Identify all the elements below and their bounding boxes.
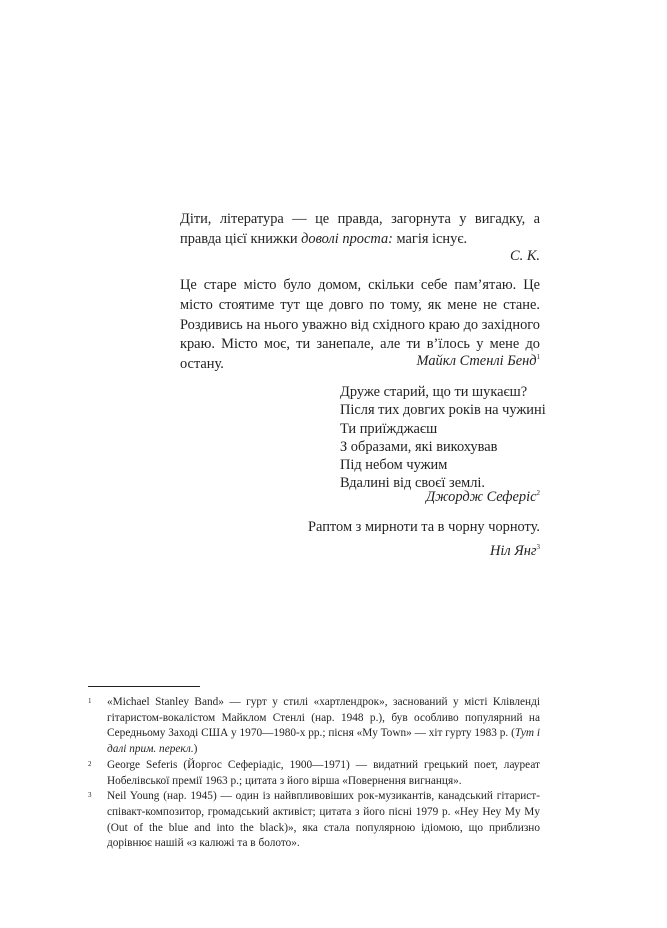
footnote-1: 1 «Michael Stanley Band» — гурт у стилі «хартлендрок», заснований у місті Клівленді гітаристом-вокалістом Майклом Стенлі (нар. 1948 р.), був особливо популярний на Середньому Заході США у 1970—1980-х рр.; пісня «My Town» — хіт гурту 1983 р. (Тут і далі прим. перекл.): [88, 696, 540, 756]
epigraph-1-author: С. К.: [510, 248, 540, 264]
footnote-number: 2: [88, 759, 92, 768]
footnote-number: 3: [88, 791, 92, 800]
epigraph-4-author: Ніл Янг$^3$: [490, 543, 540, 559]
epigraph-3-author: Джордж Сеферіс$^2$: [425, 489, 540, 505]
footnote-3: 3 Neil Young (нар. 1945) — один із найвпливовіших рок-музикантів, канадський гітарист-співакт-композитор, громадський активіст; цитата з його пісні 1979 р. «Hey Hey My My (Out of the blue and into the black)», яка стала популярною ідіомою, що приблизно дорівнює нашій «з калюжі та в болото».: [88, 790, 540, 850]
epigraph-4-text: Раптом з мирноти та в чорну чорноту.: [308, 519, 540, 535]
epigraph-2-author: Майкл Стенлі Бенд$^1$: [416, 353, 540, 369]
footnote-ref-3: 3: [536, 543, 540, 551]
poem-line: Друже старий, що ти шукаєш?: [340, 384, 528, 400]
poem-line: Після тих довгих років на чужині: [340, 402, 546, 419]
poem-line: З образами, які викохував: [340, 438, 498, 455]
footnotes: [88, 695, 540, 852]
footnote-ref-1: 1: [536, 353, 540, 361]
poem-line: Ти приїжджаєш: [340, 420, 438, 437]
poem-line: Вдалині від своєї землі.: [340, 475, 485, 492]
footnote-separator: [88, 686, 200, 687]
epigraph-1-text: Діти, література — це правда, загорнута у вигадку, а правда цієї книжки доволі проста: магія існує.: [180, 211, 540, 247]
poem-line: Під небом чужим: [340, 457, 448, 474]
footnote-ref-2: 2: [536, 489, 540, 497]
footnote-2: 2 George Seferis (Йоргос Сеферіадіс, 1900—1971) — видатний грецький поет, лауреат Нобелівської премії 1963 р.; цитата з його вірша «Повернення вигнанця».: [88, 758, 540, 787]
epigraph-2-text: Це старе місто було домом, скільки себе пам’ятаю. Це місто стоятиме тут ще довго по тому, як мене не стане. Роздивись на нього уважно від східного краю до західного краю. Місто моє, ти занепале, але ти в’їлось у мене до остану.: [180, 277, 540, 373]
footnote-number: 1: [88, 697, 92, 705]
poem-epigraph: [340, 383, 546, 493]
